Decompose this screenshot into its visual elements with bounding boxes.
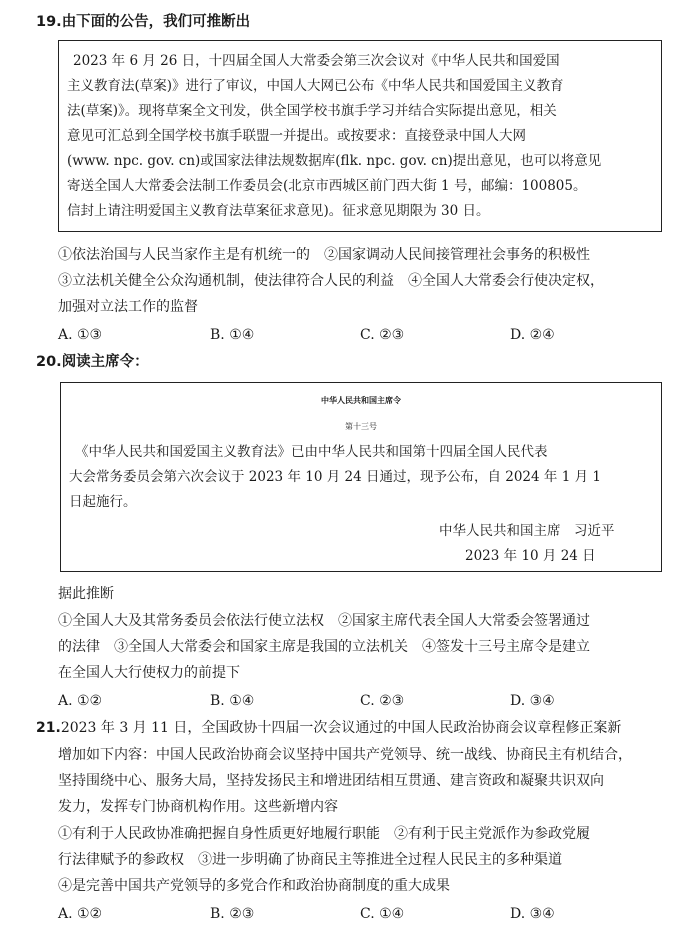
q21-option-d[interactable]: D. ③④ bbox=[510, 906, 555, 922]
q21-option-c[interactable]: C. ①④ bbox=[360, 906, 405, 922]
q19-option-c[interactable]: C. ②③ bbox=[360, 327, 405, 343]
q20-box-line: 《中华人民共和国爱国主义教育法》已由中华人民共和国第十四届全国人民代表 bbox=[75, 444, 548, 460]
q19-box-line: 主义教育法(草案)》进行了审议，中国人大网已公布《中华人民共和国爱国主义教育 bbox=[67, 78, 564, 94]
q20-option-c[interactable]: C. ②③ bbox=[360, 693, 405, 709]
q20-statement-line: 的法律 ③全国人大常委会和国家主席是我国的立法机关 ④签发十三号主席令是建立 bbox=[58, 639, 590, 655]
q19-box-line: 寄送全国人大常委会法制工作委员会(北京市西城区前门西大街 1 号，邮编：100805。 bbox=[67, 178, 587, 194]
q20-option-a[interactable]: A. ①② bbox=[58, 693, 103, 709]
q20-decree-box bbox=[60, 382, 662, 572]
q19-box-line: 信封上请注明爱国主义教育法草案征求意见)。征求意见期限为 30 日。 bbox=[67, 203, 490, 219]
q19-box-line: 法(草案)》。现将草案全文刊发，供全国学校书旗手学习并结合实际提出意见，相关 bbox=[67, 103, 557, 119]
q20-statement-line: 在全国人大行使权力的前提下 bbox=[58, 665, 240, 681]
q20-stem: 阅读主席令： bbox=[61, 354, 149, 370]
q19-box-line: 2023 年 6 月 26 日，十四届全国人大常委会第三次会议对《中华人民共和国爱国 bbox=[73, 53, 560, 69]
q20-signature: 中华人民共和国主席 习近平 bbox=[439, 523, 615, 539]
q19-statement-line: ①依法治国与人民当家作主是有机统一的 ②国家调动人民间接管理社会事务的积极性 bbox=[58, 247, 590, 263]
q20-header bbox=[36, 352, 149, 372]
q21-statement-line: ④是完善中国共产党领导的多党合作和政治协商制度的重大成果 bbox=[58, 878, 450, 894]
q21-stem-line: 增加如下内容：中国人民政治协商会议坚持中国共产党领导、统一战线、协商民主有机结合， bbox=[58, 747, 632, 763]
q20-option-b[interactable]: B. ①④ bbox=[210, 693, 255, 709]
q20-number: 20. bbox=[36, 354, 62, 370]
q20-box-title: 中华人民共和国主席令 bbox=[321, 396, 401, 405]
q19-option-b[interactable]: B. ①④ bbox=[210, 327, 255, 343]
q19-option-a[interactable]: A. ①③ bbox=[58, 327, 103, 343]
q20-box-line: 大会常务委员会第六次会议于 2023 年 10 月 24 日通过，现予公布，自 2024 年 1 月 1 bbox=[69, 469, 601, 485]
q21-statement-line: ①有利于人民政协准确把握自身性质更好地履行职能 ②有利于民主党派作为参政党履 bbox=[58, 826, 590, 842]
q19-option-d[interactable]: D. ②④ bbox=[510, 327, 555, 343]
q19-box-line: (www. npc. gov. cn)或国家法律法规数据库(flk. npc. gov. cn)提出意见，也可以将意见 bbox=[67, 153, 602, 169]
q20-sign-date: 2023 年 10 月 24 日 bbox=[465, 548, 596, 564]
q21-stem-line: 发力，发挥专门协商机构作用。这些新增内容 bbox=[58, 799, 338, 815]
q21-stem-line: 2023 年 3 月 11 日，全国政协十四届一次会议通过的中国人民政治协商会议章程修正案新 bbox=[60, 720, 622, 736]
q20-option-d[interactable]: D. ③④ bbox=[510, 693, 555, 709]
q21-number: 21. bbox=[36, 720, 61, 736]
q21-header bbox=[36, 718, 621, 738]
q19-header bbox=[36, 12, 250, 32]
q21-stem-line: 坚持围绕中心、服务大局，坚持发扬民主和增进团结相互贯通、建言资政和凝聚共识双向 bbox=[58, 773, 604, 789]
q21-option-b[interactable]: B. ②③ bbox=[210, 906, 255, 922]
q21-statement-line: 行法律赋予的参政权 ③进一步明确了协商民主等推进全过程人民民主的多种渠道 bbox=[58, 852, 562, 868]
q19-statement-line: 加强对立法工作的监督 bbox=[58, 299, 198, 315]
q19-stem: 由下面的公告，我们可推断出 bbox=[61, 14, 251, 30]
q19-notice-box bbox=[58, 40, 662, 232]
q19-box-line: 意见可汇总到全国学校书旗手联盟一并提出。或按要求：直接登录中国人大网 bbox=[67, 128, 526, 144]
q20-statement-line: ①全国人大及其常务委员会依法行使立法权 ②国家主席代表全国人大常委会签署通过 bbox=[58, 613, 590, 629]
q19-statement-line: ③立法机关健全公众沟通机制，使法律符合人民的利益 ④全国人大常委会行使决定权， bbox=[58, 273, 604, 289]
q20-box-subtitle: 第十三号 bbox=[345, 422, 377, 431]
q20-lead: 据此推断 bbox=[58, 586, 114, 602]
q20-box-line: 日起施行。 bbox=[69, 494, 137, 510]
q19-number: 19. bbox=[36, 14, 62, 30]
q21-option-a[interactable]: A. ①② bbox=[58, 906, 103, 922]
